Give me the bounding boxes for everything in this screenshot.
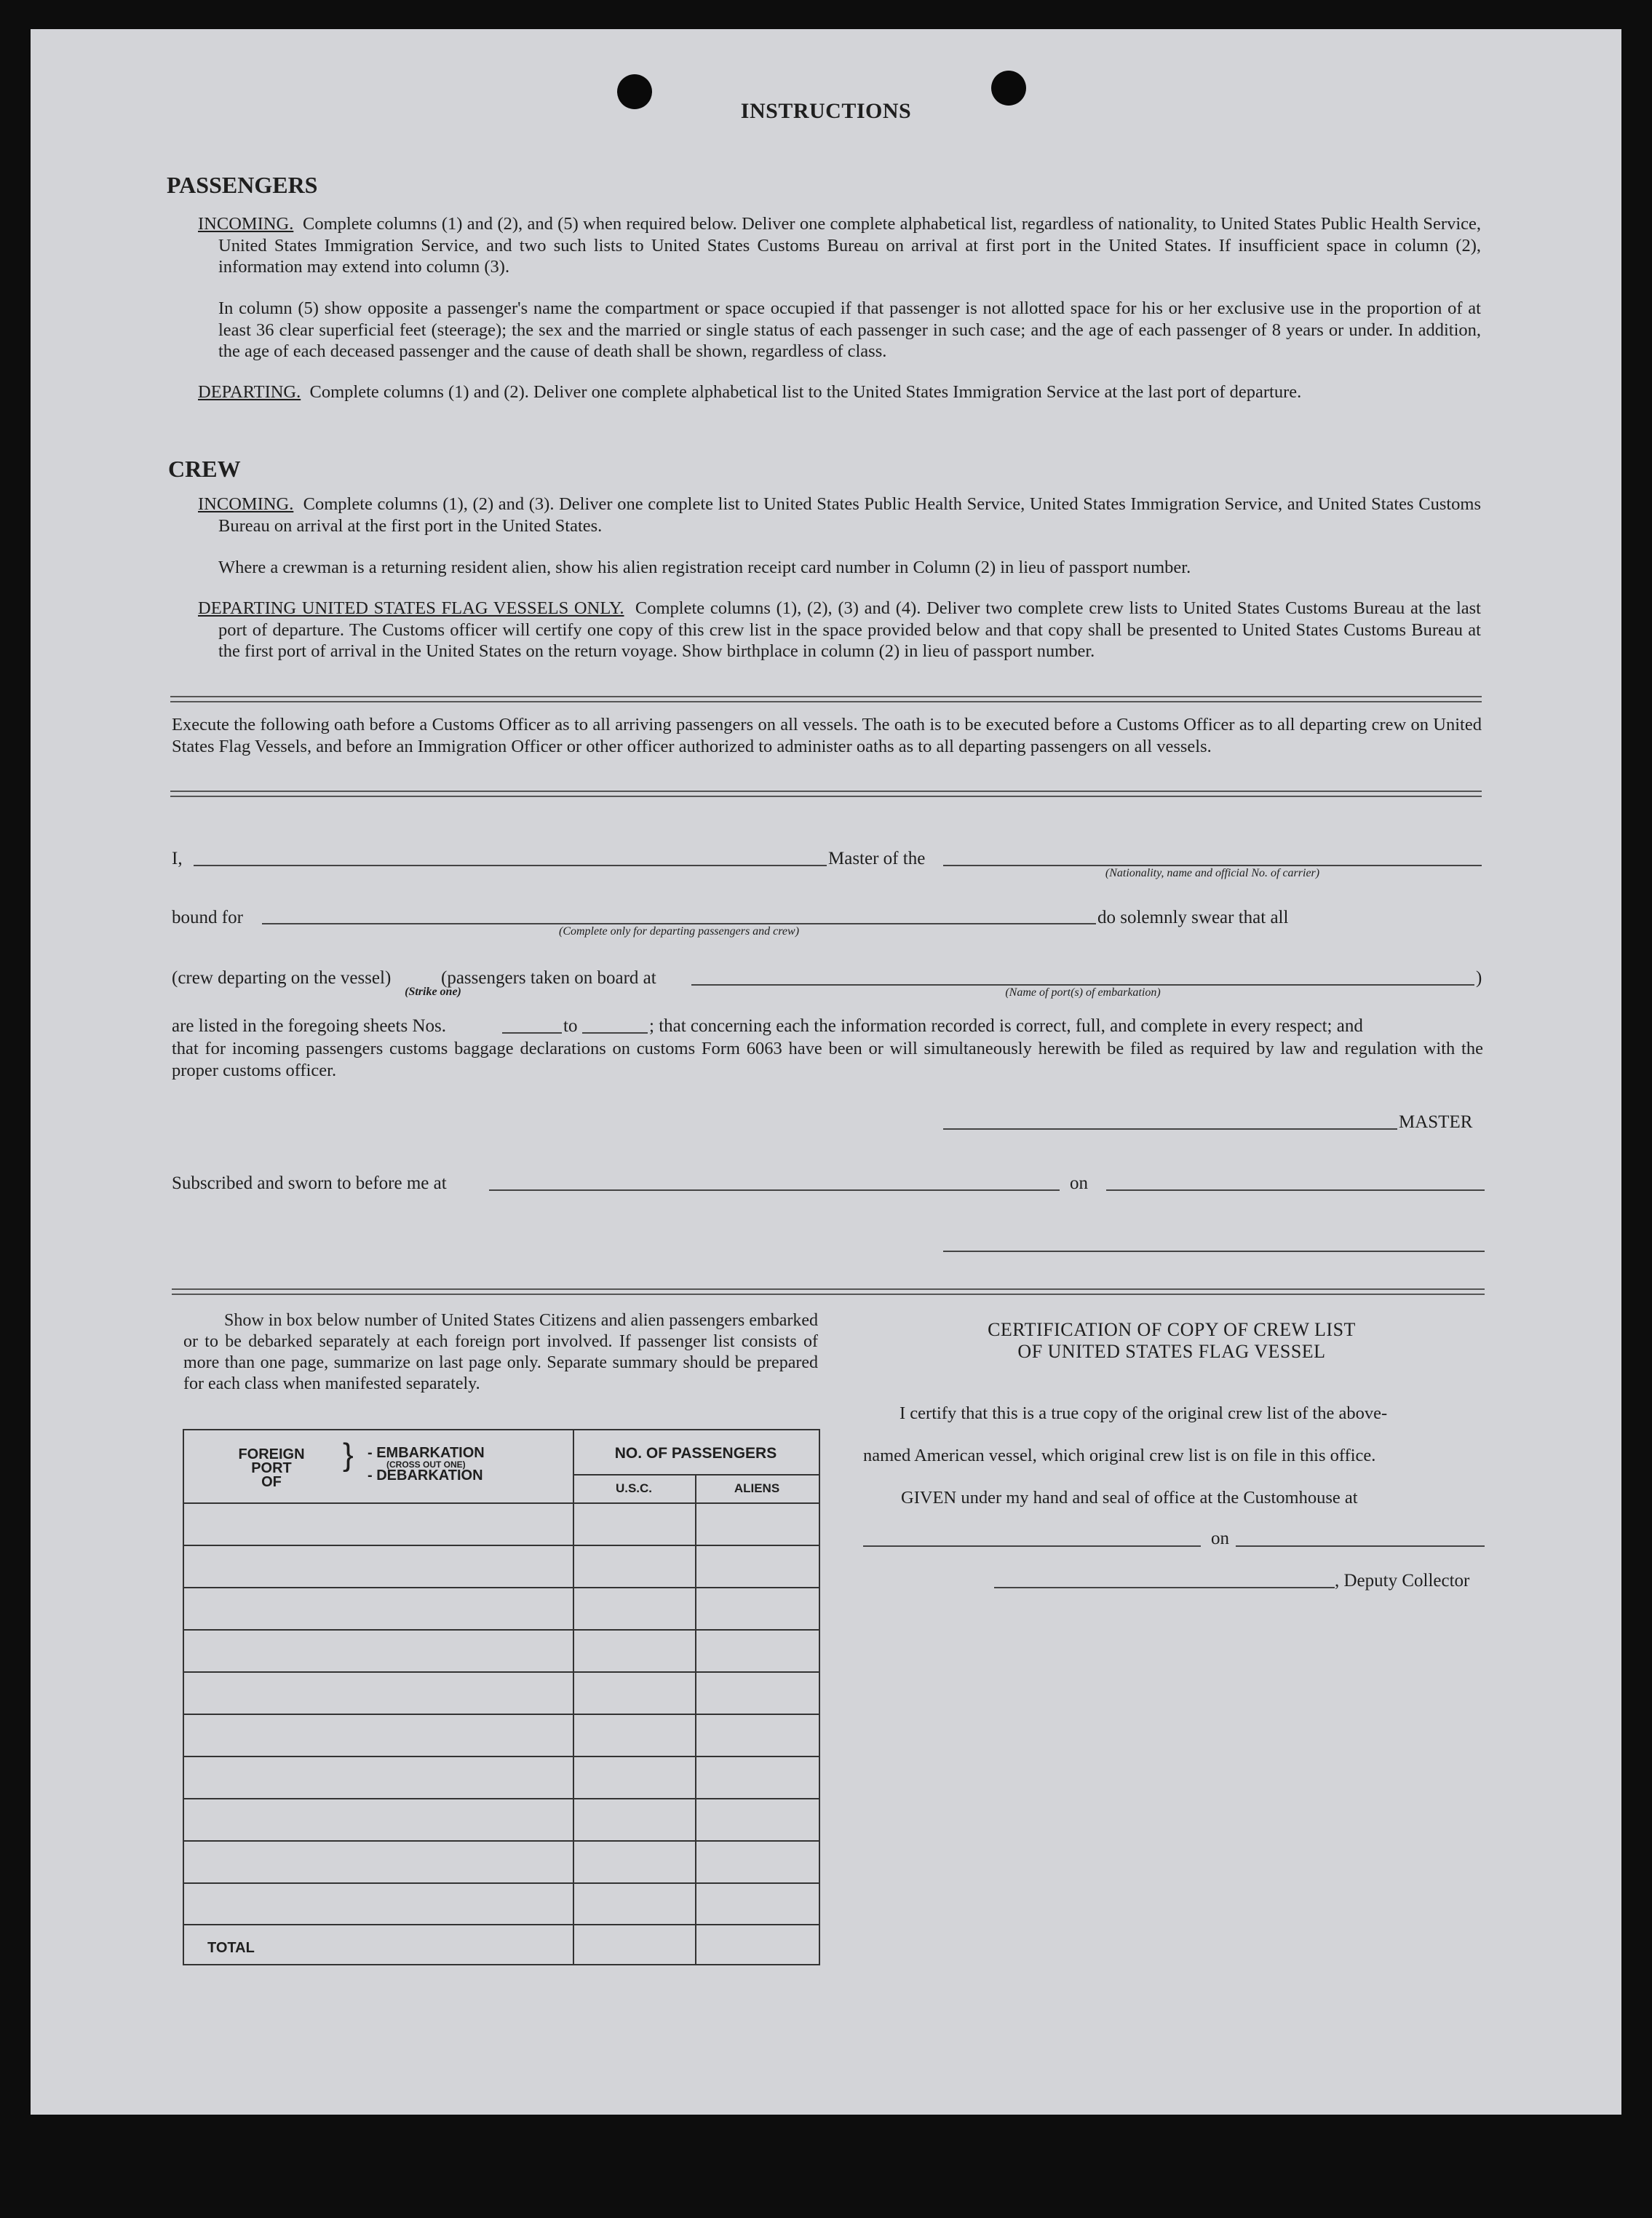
brace-left: } — [343, 1437, 354, 1473]
table-row — [184, 1629, 819, 1631]
crew-resident-paragraph — [218, 557, 1481, 579]
passengers-incoming-label: INCOMING. — [198, 214, 294, 234]
strike-one-hint: (Strike one) — [405, 986, 461, 998]
swear-label: do solemnly swear that all — [1097, 908, 1289, 927]
master-signature-field[interactable] — [943, 1128, 1397, 1130]
passengers-incoming-text: Complete columns (1) and (2), and (5) when required below. Deliver one complete alphabetical list, regardless of nationality, to United States Public Health Service, United States Immigration Service, and two such lists to United States Customs Bureau on arrival at first port in the United States. If insufficient space in column (2), information may extend into column (3). — [218, 214, 1482, 277]
oath-i-label: I, — [172, 849, 183, 868]
debarkation-label: - DEBARKATION — [368, 1468, 483, 1484]
oath-instructions — [172, 714, 1482, 757]
crew-incoming-label: INCOMING. — [198, 494, 294, 514]
certification-line-3: GIVEN under my hand and seal of office at the Customhouse at — [901, 1488, 1358, 1508]
table-row — [184, 1924, 819, 1925]
passengers-taken-option: (passengers taken on board at — [441, 968, 656, 988]
sheet-from-field[interactable] — [502, 1032, 562, 1034]
crew-departing-paragraph — [198, 598, 1481, 662]
crew-heading: CREW — [168, 456, 241, 482]
page-title: INSTRUCTIONS — [740, 99, 912, 123]
table-row — [184, 1545, 819, 1546]
double-rule-1 — [170, 696, 1482, 702]
table-row — [184, 1840, 819, 1842]
summary-instructions-text: Show in box below number of United States Citizens and alien passengers embarked or to be debarked separately at each foreign port involved. If passenger list consists of more than one page, summarize on last page only. Separate summary should be prepared for each class when manifested separately. — [183, 1311, 818, 1393]
passengers-departing-label: DEPARTING. — [198, 382, 301, 402]
master-label: MASTER — [1399, 1112, 1473, 1132]
subscribed-label: Subscribed and sworn to before me at — [172, 1173, 447, 1193]
passengers-departing-paragraph — [198, 381, 1481, 403]
certification-date-field[interactable] — [1236, 1545, 1485, 1547]
passengers-heading: PASSENGERS — [167, 172, 318, 198]
usc-header: U.S.C. — [615, 1481, 653, 1495]
certification-heading-1: CERTIFICATION OF COPY OF CREW LIST — [988, 1319, 1356, 1340]
total-label: TOTAL — [207, 1940, 255, 1956]
table-row — [184, 1756, 819, 1757]
deputy-collector-label: , Deputy Collector — [1335, 1571, 1470, 1591]
passengers-column5-text: In column (5) show opposite a passenger's name the compartment or space occupied if that passenger is not allotted space for his or her exclusive use in the proportion of at least 36 clear superficial feet (steerage); the sex and the married or single status of each passenger in such case; and the age of each passenger of 8 years or under. In addition, the age of each deceased passenger and the cause of death shall be shown, regardless of class. — [218, 298, 1481, 361]
sheet-to-field[interactable] — [582, 1032, 648, 1034]
bound-for-hint: (Complete only for departing passengers and crew) — [558, 925, 800, 938]
bound-for-label: bound for — [172, 908, 243, 927]
port-of-embarkation-field[interactable] — [691, 984, 1474, 986]
subscribed-place-field[interactable] — [489, 1189, 1060, 1191]
foreign-header-line1: FOREIGN — [238, 1446, 305, 1462]
aliens-header: ALIENS — [734, 1481, 780, 1495]
table-vline-2 — [695, 1474, 696, 1964]
cross-out-one-label: (CROSS OUT ONE) — [386, 1459, 466, 1470]
table-row — [184, 1882, 819, 1884]
customhouse-field[interactable] — [863, 1545, 1201, 1547]
port-hint: (Name of port(s) of embarkation) — [1005, 986, 1161, 999]
crew-departing-label: DEPARTING UNITED STATES FLAG VESSELS ONLY. — [198, 598, 624, 618]
bound-for-field[interactable] — [262, 923, 1096, 924]
embarkation-label: - EMBARKATION — [368, 1445, 485, 1461]
carrier-hint: (Nationality, name and official No. of carrier) — [1105, 867, 1320, 879]
listed-sheets-label: are listed in the foregoing sheets Nos. — [172, 1016, 446, 1036]
listed-sheets-text: ; that concerning each the information recorded is correct, full, and complete in every respect; and — [649, 1016, 1363, 1036]
double-rule-2 — [170, 791, 1482, 797]
certification-line-1: I certify that this is a true copy of the original crew list of the above- — [900, 1403, 1388, 1423]
subscribed-date-field[interactable] — [1106, 1189, 1485, 1191]
crew-departing-text: Complete columns (1), (2), (3) and (4). Deliver two complete crew lists to United States Customs Bureau at the last port of departure. The Customs officer will certify one copy of this crew list in the space provided below and that copy shall be presented to United States Customs Bureau at the first port of arrival in the United States on the return voyage. Show birthplace in column (2) in lieu of passport number. — [218, 598, 1481, 661]
passengers-incoming-paragraph — [198, 213, 1481, 278]
port-header-line2: PORT — [251, 1460, 292, 1476]
table-row — [184, 1714, 819, 1715]
table-header-line — [184, 1502, 819, 1504]
deputy-signature-field[interactable] — [994, 1587, 1335, 1588]
subscribed-on-label: on — [1070, 1173, 1088, 1193]
passengers-departing-text: Complete columns (1) and (2). Deliver one complete alphabetical list to the United States Immigration Service at the last port of departure. — [309, 382, 1302, 402]
carrier-field[interactable] — [943, 865, 1482, 866]
master-name-field[interactable] — [194, 865, 827, 866]
oath-instructions-text: Execute the following oath before a Customs Officer as to all arriving passengers on all vessels. The oath is to be executed before a Customs Officer as to all departing crew on United States Flag Vessels, and before an Immigration Officer or other officer authorized to administer oaths as to all departing passengers on all vessels. — [172, 715, 1482, 756]
listed-continuation-text: that for incoming passengers customs baggage declarations on customs Form 6063 have been or will simultaneously herewith be filed as required by law and regulation with the proper customs officer. — [172, 1039, 1483, 1080]
no-passengers-header: NO. OF PASSENGERS — [614, 1445, 777, 1462]
summary-instructions — [183, 1310, 818, 1395]
table-row — [184, 1671, 819, 1673]
passenger-summary-table — [183, 1429, 820, 1965]
officer-signature-field[interactable] — [943, 1251, 1485, 1252]
certification-line-2: named American vessel, which original crew list is on file in this office. — [863, 1446, 1376, 1465]
certification-heading-2: OF UNITED STATES FLAG VESSEL — [1017, 1341, 1326, 1362]
table-header-sub-line — [573, 1474, 819, 1476]
certification-on-label: on — [1211, 1529, 1229, 1548]
of-header-line3: OF — [261, 1474, 282, 1490]
table-row — [184, 1798, 819, 1799]
listed-continuation — [172, 1038, 1483, 1081]
table-vline-1 — [573, 1430, 574, 1964]
embark-debark-header — [368, 1446, 485, 1483]
passengers-column5-paragraph — [218, 298, 1481, 363]
crew-resident-text: Where a crewman is a returning resident alien, show his alien registration receipt card number in Column (2) in lieu of passport number. — [218, 558, 1191, 577]
foreign-port-header — [206, 1448, 337, 1489]
table-row — [184, 1587, 819, 1588]
close-paren: ) — [1476, 968, 1482, 988]
master-of-the-label: Master of the — [828, 849, 926, 868]
crew-incoming-text: Complete columns (1), (2) and (3). Deliver one complete list to United States Public Health Service, United States Immigration Service, and United States Customs Bureau on arrival at the first port in the United States. — [218, 494, 1482, 536]
listed-to-label: to — [563, 1016, 578, 1036]
crew-departing-option: (crew departing on the vessel) — [172, 968, 392, 988]
crew-incoming-paragraph — [198, 494, 1481, 536]
double-rule-3 — [172, 1288, 1485, 1295]
